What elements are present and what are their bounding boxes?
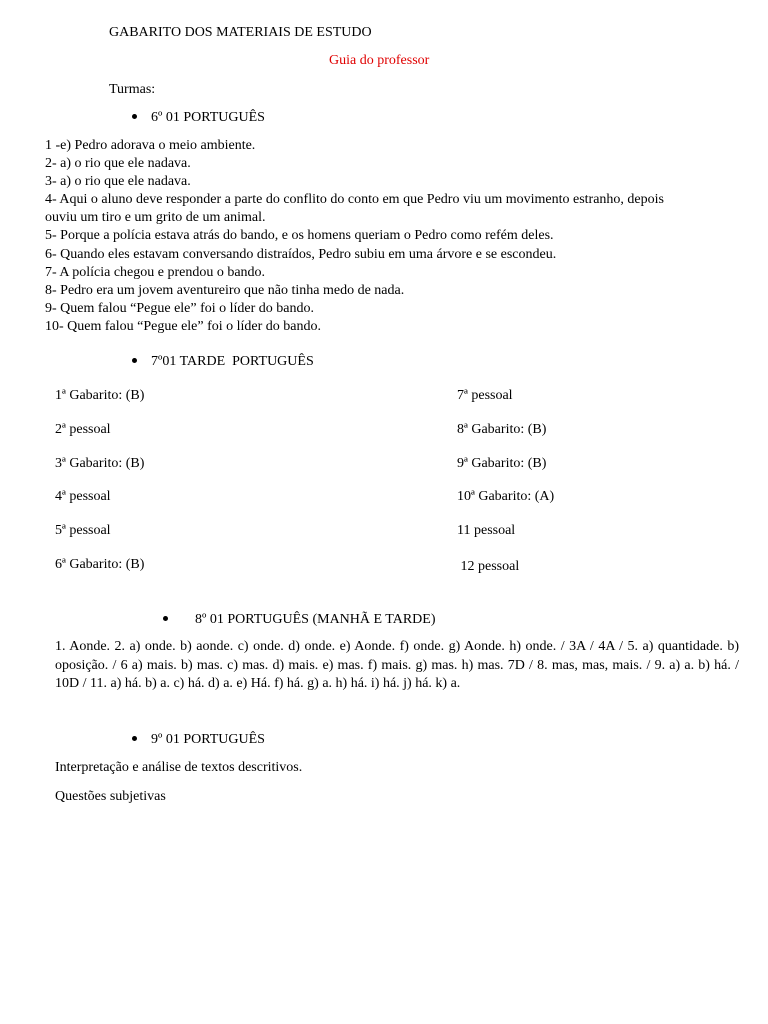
list-item: 3- a) o rio que ele nadava. (45, 174, 191, 190)
section8-heading: 8º 01 PORTUGUÊS (MANHÃ E TARDE) (195, 612, 436, 627)
list-item: 5- Porque a polícia estava atrás do bando, e os homens queriam o Pedro como refém deles. (45, 228, 554, 244)
list-item: 9- Quem falou “Pegue ele” foi o líder do bando. (45, 300, 315, 316)
section7-right-column (457, 388, 554, 593)
list-item: 12 pessoal (457, 558, 520, 574)
list-item: 9ª Gabarito: (B) (457, 455, 547, 471)
list-item: 4ª pessoal (55, 489, 111, 505)
section8-heading-row (163, 612, 436, 628)
section6-answers (45, 137, 745, 336)
list-item: 8ª Gabarito: (B) (457, 421, 547, 437)
list-item: 6ª Gabarito: (B) (55, 556, 145, 572)
section9-heading-row (132, 732, 265, 748)
list-item: 7- A polícia chegou e prendou o bando. (45, 264, 266, 280)
list-item: 8- Pedro era um jovem aventureiro que não tinha medo de nada. (45, 282, 405, 298)
list-item: 6- Quando eles estavam conversando distraídos, Pedro subiu em uma árvore e se escondeu. (45, 246, 557, 262)
list-item: 2- a) o rio que ele nadava. (45, 156, 191, 172)
list-item: 10ª Gabarito: (A) (457, 489, 555, 505)
section8-answers: 1. Aonde. 2. a) onde. b) aonde. c) onde. d) onde. e) Aonde. f) onde. g) Aonde. h) onde. / 3A / 4A / 5. a) quantidade. b) oposição. / 6 a) mais. b) mas. c) mas. d) mais. e) mas. f) mais. g) mas. h) mas. 7D / 8. mas, mas, mais. / 9. a) a. b) há. / 10D / 11. a) há. b) a. c) há. d) a. e) Há. f) há. g) a. h) há. i) há. j) há. k) a. (55, 639, 739, 691)
list-item: 11 pessoal (457, 523, 516, 539)
list-item: 2ª pessoal (55, 421, 111, 437)
section9-line1: Interpretação e análise de textos descritivos. (55, 760, 303, 775)
bullet-icon (132, 358, 137, 363)
list-item: 4- Aqui o aluno deve responder a parte do conflito do conto em que Pedro viu um movimento estranho, depois (45, 192, 664, 208)
list-item: 3ª Gabarito: (B) (55, 455, 145, 471)
list-item: 5ª pessoal (55, 523, 111, 539)
section7-left-column (55, 388, 144, 591)
section7-heading: 7º01 TARDE PORTUGUÊS (151, 354, 314, 369)
document-subtitle: Guia do professor (329, 53, 430, 68)
section9-heading: 9º 01 PORTUGUÊS (151, 732, 265, 747)
section7-heading-row (132, 354, 314, 370)
list-item: 1 -e) Pedro adorava o meio ambiente. (45, 138, 256, 153)
bullet-icon (163, 616, 168, 621)
list-item: 10- Quem falou “Pegue ele” foi o líder do bando. (45, 318, 322, 334)
bullet-icon (132, 114, 137, 119)
list-item: ouviu um tiro e um grito de um animal. (45, 210, 266, 226)
document-title: GABARITO DOS MATERIAIS DE ESTUDO (109, 25, 372, 40)
section9-line2: Questões subjetivas (55, 789, 166, 804)
list-item: 1ª Gabarito: (B) (55, 388, 145, 403)
list-item: 7ª pessoal (457, 388, 513, 403)
turmas-label: Turmas: (109, 82, 156, 97)
section6-heading-row (132, 110, 265, 126)
bullet-icon (132, 736, 137, 741)
section6-heading: 6º 01 PORTUGUÊS (151, 110, 265, 125)
